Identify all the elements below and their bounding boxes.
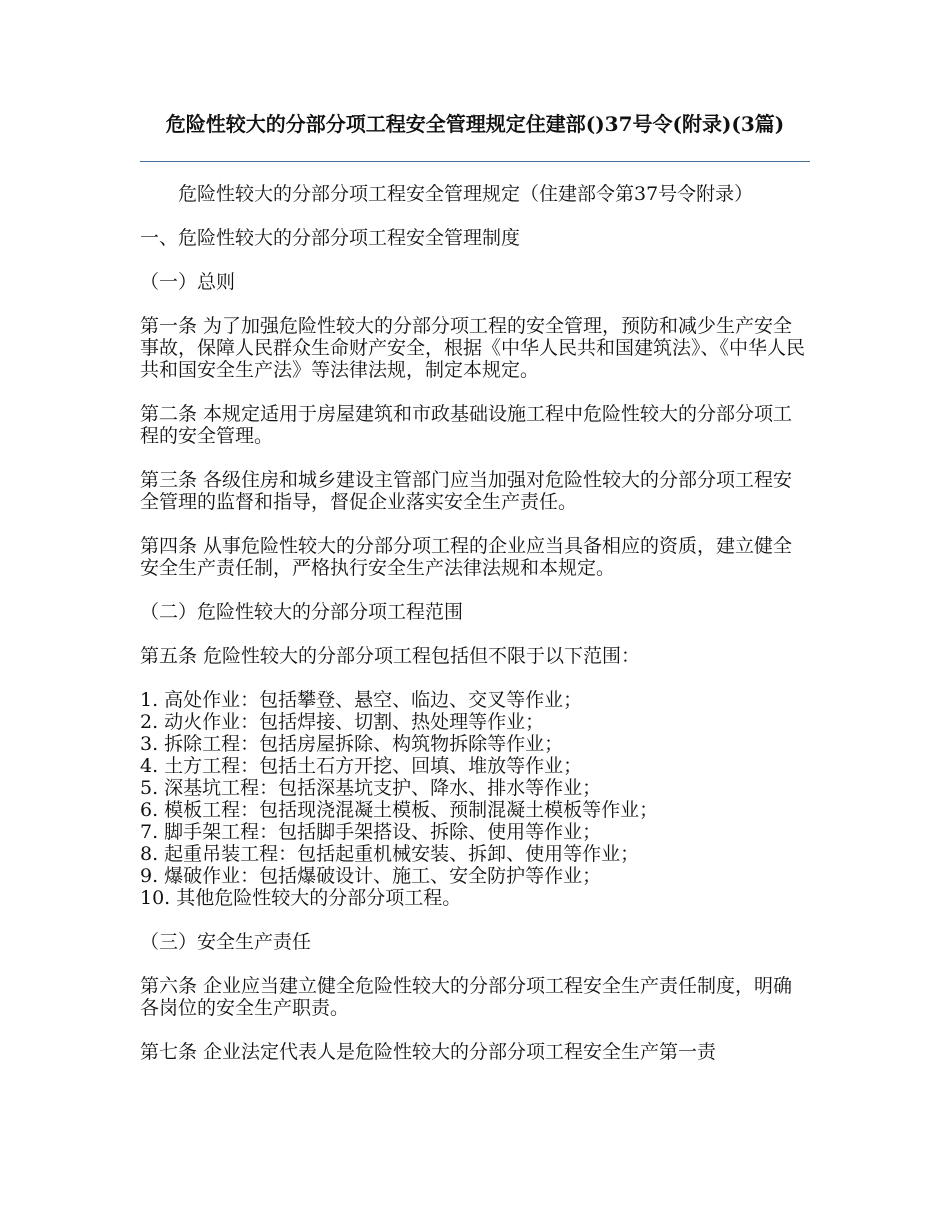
- list-item: 9. 爆破作业：包括爆破设计、施工、安全防护等作业；: [140, 865, 602, 887]
- list-item: 1. 高处作业：包括攀登、悬空、临边、交叉等作业；: [140, 689, 583, 711]
- subsection-heading: （一）总则: [140, 271, 236, 293]
- title-divider: [140, 161, 810, 162]
- article-paragraph: 第二条 本规定适用于房屋建筑和市政基础设施工程中危险性较大的分部分项工程的安全管理。: [140, 403, 793, 447]
- article-paragraph: 第七条 企业法定代表人是危险性较大的分部分项工程安全生产第一责: [140, 1041, 717, 1063]
- list-item: 6. 模板工程：包括现浇混凝土模板、预制混凝土模板等作业；: [140, 799, 659, 821]
- list-item: 2. 动火作业：包括焊接、切割、热处理等作业；: [140, 711, 545, 733]
- article-paragraph: 第六条 企业应当建立健全危险性较大的分部分项工程安全生产责任制度，明确各岗位的安全生产职责。: [140, 975, 793, 1019]
- intro-paragraph: 危险性较大的分部分项工程安全管理规定（住建部令第37号令附录）: [178, 183, 754, 205]
- document-body: [140, 183, 808, 1085]
- article-paragraph: 第三条 各级住房和城乡建设主管部门应当加强对危险性较大的分部分项工程安全管理的监督和指导，督促企业落实安全生产责任。: [140, 469, 793, 513]
- list-item: 3. 拆除工程：包括房屋拆除、构筑物拆除等作业；: [140, 733, 564, 755]
- list-item: 7. 脚手架工程：包括脚手架搭设、拆除、使用等作业；: [140, 821, 602, 843]
- section-heading: 一、危险性较大的分部分项工程安全管理制度: [140, 227, 521, 249]
- article-paragraph: 第四条 从事危险性较大的分部分项工程的企业应当具备相应的资质，建立健全安全生产责任制，严格执行安全生产法律法规和本规定。: [140, 535, 793, 579]
- article-paragraph: 第五条 危险性较大的分部分项工程包括但不限于以下范围：: [140, 645, 641, 667]
- list-item: 5. 深基坑工程：包括深基坑支护、降水、排水等作业；: [140, 777, 602, 799]
- list-item: 10. 其他危险性较大的分部分项工程。: [140, 887, 462, 909]
- scope-list: [140, 689, 808, 909]
- subsection-heading: （二）危险性较大的分部分项工程范围: [140, 601, 464, 623]
- subsection-heading: （三）安全生产责任: [140, 931, 312, 953]
- article-paragraph: 第一条 为了加强危险性较大的分部分项工程的安全管理，预防和减少生产安全事故，保障人民群众生命财产安全，根据《中华人民共和国建筑法》、《中华人民共和国安全生产法》等法律法规，制定本规定。: [140, 315, 806, 381]
- list-item: 4. 土方工程：包括土石方开挖、回填、堆放等作业；: [140, 755, 583, 777]
- document-title: 危险性较大的分部分项工程安全管理规定住建部()37号令(附录)(3篇): [165, 112, 785, 136]
- list-item: 8. 起重吊装工程：包括起重机械安装、拆卸、使用等作业；: [140, 843, 640, 865]
